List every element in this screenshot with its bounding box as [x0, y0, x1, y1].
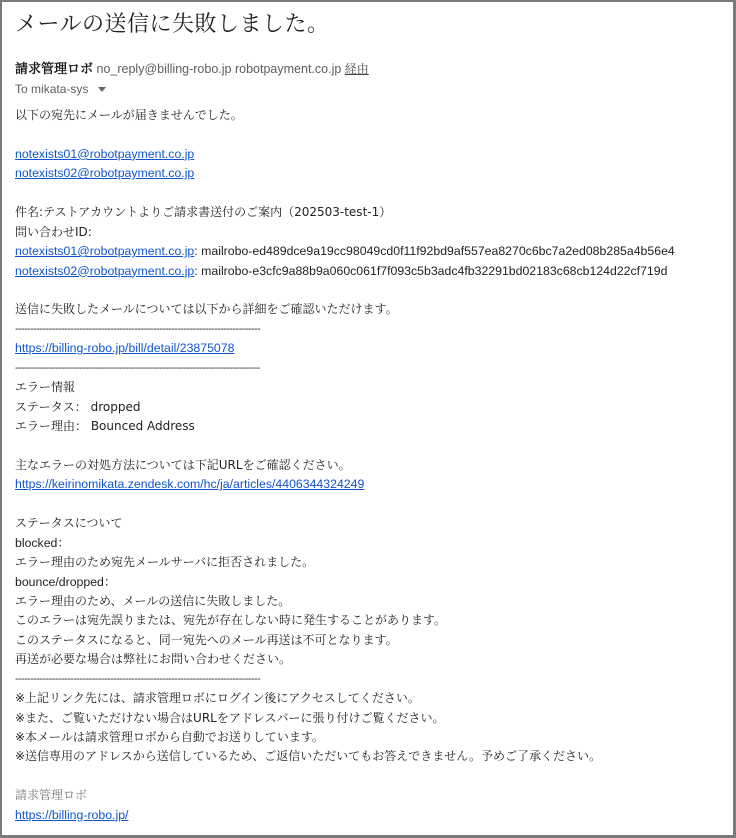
- inquiry-email-link-1[interactable]: notexists01@robotpayment.co.jp: [15, 244, 195, 259]
- recipient-prefix: To: [15, 82, 28, 96]
- inquiry-separator: :: [194, 244, 202, 259]
- status-about-heading: ステータスについて: [15, 516, 123, 531]
- recipient-details-dropdown-icon[interactable]: [98, 87, 106, 92]
- sender-name[interactable]: 請求管理ロボ: [15, 62, 94, 77]
- sender-line: [15, 60, 369, 79]
- status-bounce-description: エラー理由のため、メールの送信に失敗しました。: [15, 593, 291, 608]
- separator-line: --------------------------------------------------------------------------------: [15, 672, 261, 685]
- failed-recipient-link-2[interactable]: notexists02@robotpayment.co.jp: [15, 166, 195, 181]
- via-link[interactable]: 経由: [344, 62, 369, 76]
- failed-recipient-link-1[interactable]: notexists01@robotpayment.co.jp: [15, 146, 195, 161]
- status-bounce-description: このエラーは宛先誤りまたは、宛先が存在しない時に発生することがあります。: [15, 613, 447, 628]
- note-line: ※また、ご覧いただけない場合はURLをアドレスバーに張り付けご覧ください。: [15, 710, 445, 725]
- inquiry-id-row: [15, 242, 723, 261]
- inquiry-email-link-2[interactable]: notexists02@robotpayment.co.jp: [15, 263, 195, 278]
- sender-address: no_reply@billing-robo.jp: [96, 62, 232, 76]
- status-blocked-description: エラー理由のため宛先メールサーバに拒否されました。: [15, 555, 315, 570]
- signature-link[interactable]: https://billing-robo.jp/: [15, 807, 129, 822]
- sender-via-domain: robotpayment.co.jp: [234, 62, 342, 76]
- inquiry-id-row: [15, 262, 723, 281]
- inquiry-id-label: 問い合わせID:: [15, 224, 92, 239]
- status-blocked-label: blocked：: [15, 535, 70, 550]
- email-subject: メールの送信に失敗しました。: [15, 12, 330, 37]
- status-bounce-description: このステータスになると、同一宛先へのメール再送は不可となります。: [15, 632, 398, 647]
- status-bounce-label: bounce/dropped：: [15, 574, 117, 589]
- email-body: [15, 106, 723, 825]
- note-line: ※送信専用のアドレスから送信しているため、ご返信いただいてもお答えできません。予めご了承ください。: [15, 749, 601, 764]
- inquiry-id-2: mailrobo-e3cfc9a88b9a060c061f7f093c5b3adc4fb32291bd02183c68cb124d22cf719d: [201, 263, 668, 278]
- inquiry-separator: :: [194, 263, 202, 278]
- mail-subject-line: 件名:テストアカウントよりご請求書送付のご案内（202503-test-1）: [15, 205, 392, 220]
- separator-line: --------------------------------------------------------------------------------: [15, 361, 261, 374]
- inquiry-id-1: mailrobo-ed489dce9a19cc98049cd0f11f92bd9af557ea8270c6bc7a2ed08b285a4b56e4: [201, 244, 675, 259]
- error-info-heading: エラー情報: [15, 380, 76, 395]
- note-line: ※上記リンク先には、請求管理ロボにログイン後にアクセスしてください。: [15, 691, 420, 706]
- help-article-link[interactable]: https://keirinomikata.zendesk.com/hc/ja/articles/4406344324249: [15, 477, 365, 492]
- error-status: ステータス： dropped: [15, 399, 141, 414]
- help-intro: 主なエラーの対処方法については下記URLをご確認ください。: [15, 457, 351, 472]
- separator-line: --------------------------------------------------------------------------------: [15, 322, 261, 335]
- bill-detail-link[interactable]: https://billing-robo.jp/bill/detail/23875078: [15, 341, 235, 356]
- recipient-name: mikata-sys: [31, 82, 89, 96]
- signature-name: 請求管理ロボ: [15, 788, 88, 803]
- note-line: ※本メールは請求管理ロボから自動でお送りしています。: [15, 730, 324, 744]
- intro-text: 以下の宛先にメールが届きませんでした。: [15, 108, 243, 122]
- status-bounce-description: 再送が必要な場合は弊社にお問い合わせください。: [15, 652, 292, 667]
- error-reason: エラー理由： Bounced Address: [15, 419, 195, 433]
- detail-intro: 送信に失敗したメールについては以下から詳細をご確認いただけます。: [15, 302, 398, 317]
- recipient-line[interactable]: [15, 80, 106, 98]
